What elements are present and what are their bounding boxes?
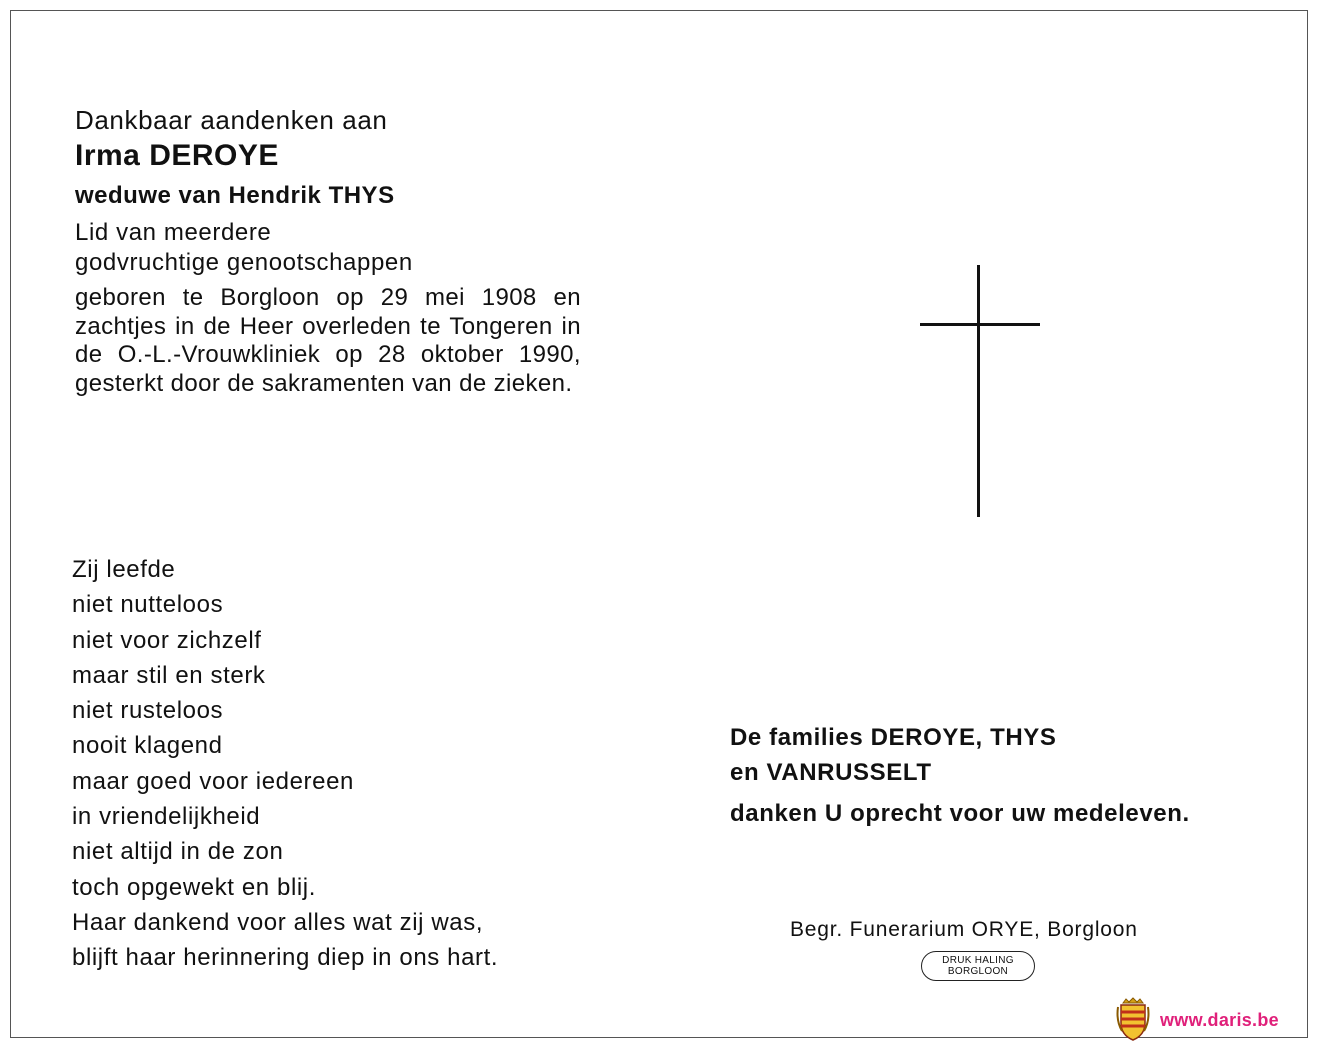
poem-line: niet rusteloos xyxy=(72,697,224,725)
poem-line: blijft haar herinnering diep in ons hart. xyxy=(72,944,499,972)
families-line: en VANRUSSELT xyxy=(730,759,932,786)
watermark-link[interactable]: www.daris.be xyxy=(1160,1010,1279,1030)
cross-vertical-bar xyxy=(977,265,980,517)
biography: geboren te Borgloon op 29 mei 1908 en zachtjes in de Heer overleden te Tongeren in de O.-L.-Vrouwkliniek op 28 oktober 1990, gesterkt door de sakramenten van de zieken. xyxy=(75,284,581,397)
families-line: De families DEROYE, THYS xyxy=(730,724,1057,751)
poem-line: Haar dankend voor alles wat zij was, xyxy=(72,908,484,936)
poem-line: maar stil en sterk xyxy=(72,661,266,689)
families xyxy=(730,720,1057,790)
poem-line: Zij leefde xyxy=(72,556,176,583)
poem-line: toch opgewekt en blij. xyxy=(72,873,317,901)
thanks-text: danken U oprecht voor uw medeleven. xyxy=(730,800,1190,827)
printer-line: BORGLOON xyxy=(947,966,1009,977)
membership-line: godvruchtige genootschappen xyxy=(75,249,413,276)
deceased-name: Irma DEROYE xyxy=(75,139,279,172)
poem-line: niet voor zichzelf xyxy=(72,626,262,654)
poem xyxy=(72,552,498,976)
poem-line: niet altijd in de zon xyxy=(72,838,284,866)
poem-line: in vriendelijkheid xyxy=(72,803,261,831)
coat-of-arms-icon xyxy=(1116,997,1150,1041)
funeral-home: Begr. Funerarium ORYE, Borgloon xyxy=(790,918,1138,941)
printer-stamp xyxy=(921,951,1035,981)
poem-line: nooit klagend xyxy=(72,732,223,760)
membership-line: Lid van meerdere xyxy=(75,219,272,246)
printer-line: DRUK HALING xyxy=(942,955,1014,966)
widow-of: weduwe van Hendrik THYS xyxy=(75,182,395,209)
cross-horizontal-bar xyxy=(920,323,1040,326)
poem-line: maar goed voor iedereen xyxy=(72,767,354,795)
intro-text: Dankbaar aandenken aan xyxy=(75,105,388,135)
membership xyxy=(75,218,413,278)
poem-line: niet nutteloos xyxy=(72,591,224,619)
